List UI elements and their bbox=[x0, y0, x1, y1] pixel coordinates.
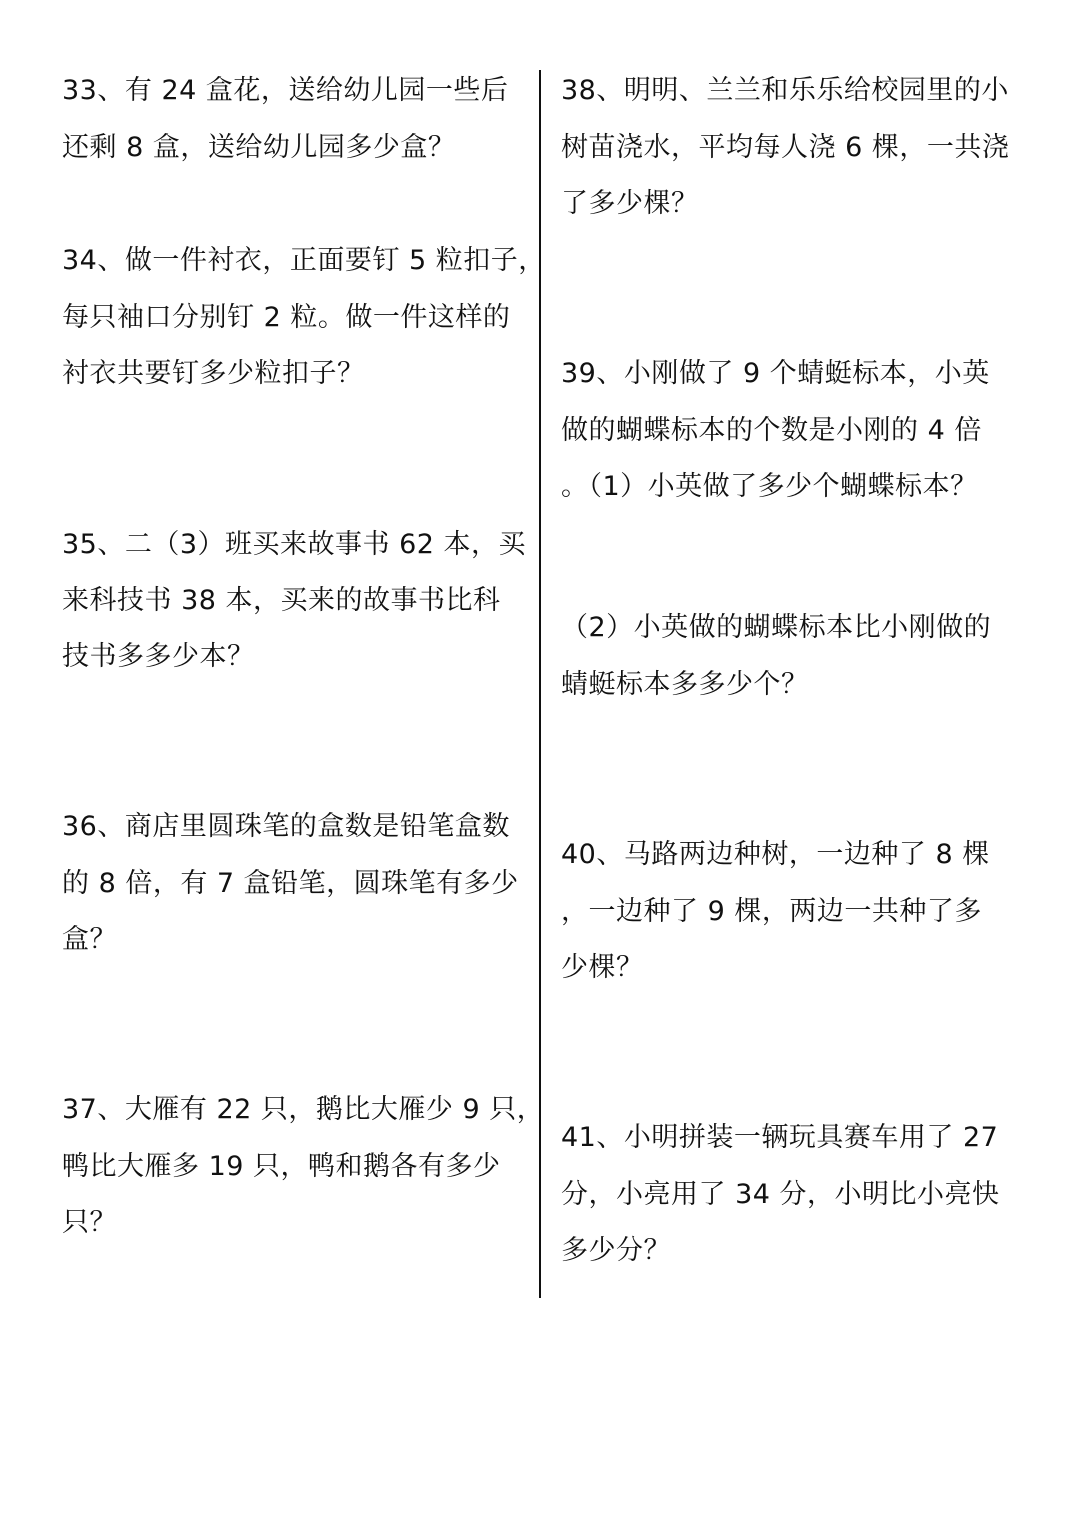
question-41-line-3: 多少分？ bbox=[561, 1235, 671, 1266]
question-36-line-2: 的 8 倍，有 7 盒铅笔，圆珠笔有多少 bbox=[62, 868, 519, 899]
question-34-line-2: 每只袖口分别钉 2 粒。做一件这样的 bbox=[62, 302, 511, 333]
question-34-line-1: 34、做一件衬衣，正面要钉 5 粒扣子， bbox=[62, 245, 546, 276]
question-40-line-2: ，一边种了 9 棵，两边一共种了多 bbox=[561, 896, 982, 927]
question-35-line-1: 35、二（3）班买来故事书 62 本，买 bbox=[62, 529, 527, 560]
question-38-line-2: 树苗浇水，平均每人浇 6 棵，一共浇 bbox=[561, 132, 1010, 163]
question-36-line-3: 盒？ bbox=[62, 924, 117, 955]
question-37-line-2: 鸭比大雁多 19 只，鸭和鹅各有多少 bbox=[62, 1151, 501, 1182]
question-37-line-1: 37、大雁有 22 只，鹅比大雁少 9 只， bbox=[62, 1094, 545, 1125]
question-41-line-2: 分，小亮用了 34 分，小明比小亮快 bbox=[561, 1179, 1000, 1210]
question-39-part-2-line-2: 蜻蜓标本多多少个？ bbox=[561, 669, 809, 700]
question-36-line-1: 36、商店里圆珠笔的盒数是铅笔盒数 bbox=[62, 811, 510, 842]
question-39-line-2: 做的蝴蝶标本的个数是小刚的 4 倍 bbox=[561, 415, 982, 446]
question-35-line-3: 技书多多少本？ bbox=[62, 641, 255, 672]
question-40-line-3: 少棵？ bbox=[561, 952, 644, 983]
question-35-line-2: 来科技书 38 本，买来的故事书比科 bbox=[62, 585, 501, 616]
question-38-line-1: 38、明明、兰兰和乐乐给校园里的小 bbox=[561, 75, 1009, 106]
question-39-line-1: 39、小刚做了 9 个蜻蜓标本，小英 bbox=[561, 358, 990, 389]
question-34-line-3: 衬衣共要钉多少粒扣子？ bbox=[62, 358, 365, 389]
question-33-line-1: 33、有 24 盒花，送给幼儿园一些后 bbox=[62, 75, 509, 106]
question-40-line-1: 40、马路两边种树，一边种了 8 棵 bbox=[561, 839, 990, 870]
question-37-line-3: 只？ bbox=[62, 1207, 117, 1238]
question-41-line-1: 41、小明拼装一辆玩具赛车用了 27 bbox=[561, 1122, 999, 1153]
question-33-line-2: 还剩 8 盒，送给幼儿园多少盒？ bbox=[62, 132, 456, 163]
question-38-line-3: 了多少棵？ bbox=[561, 188, 699, 219]
question-39-line-3: 。（1）小英做了多少个蝴蝶标本？ bbox=[561, 471, 978, 502]
question-39-part-2-line-1: （2）小英做的蝴蝶标本比小刚做的 bbox=[561, 612, 992, 643]
